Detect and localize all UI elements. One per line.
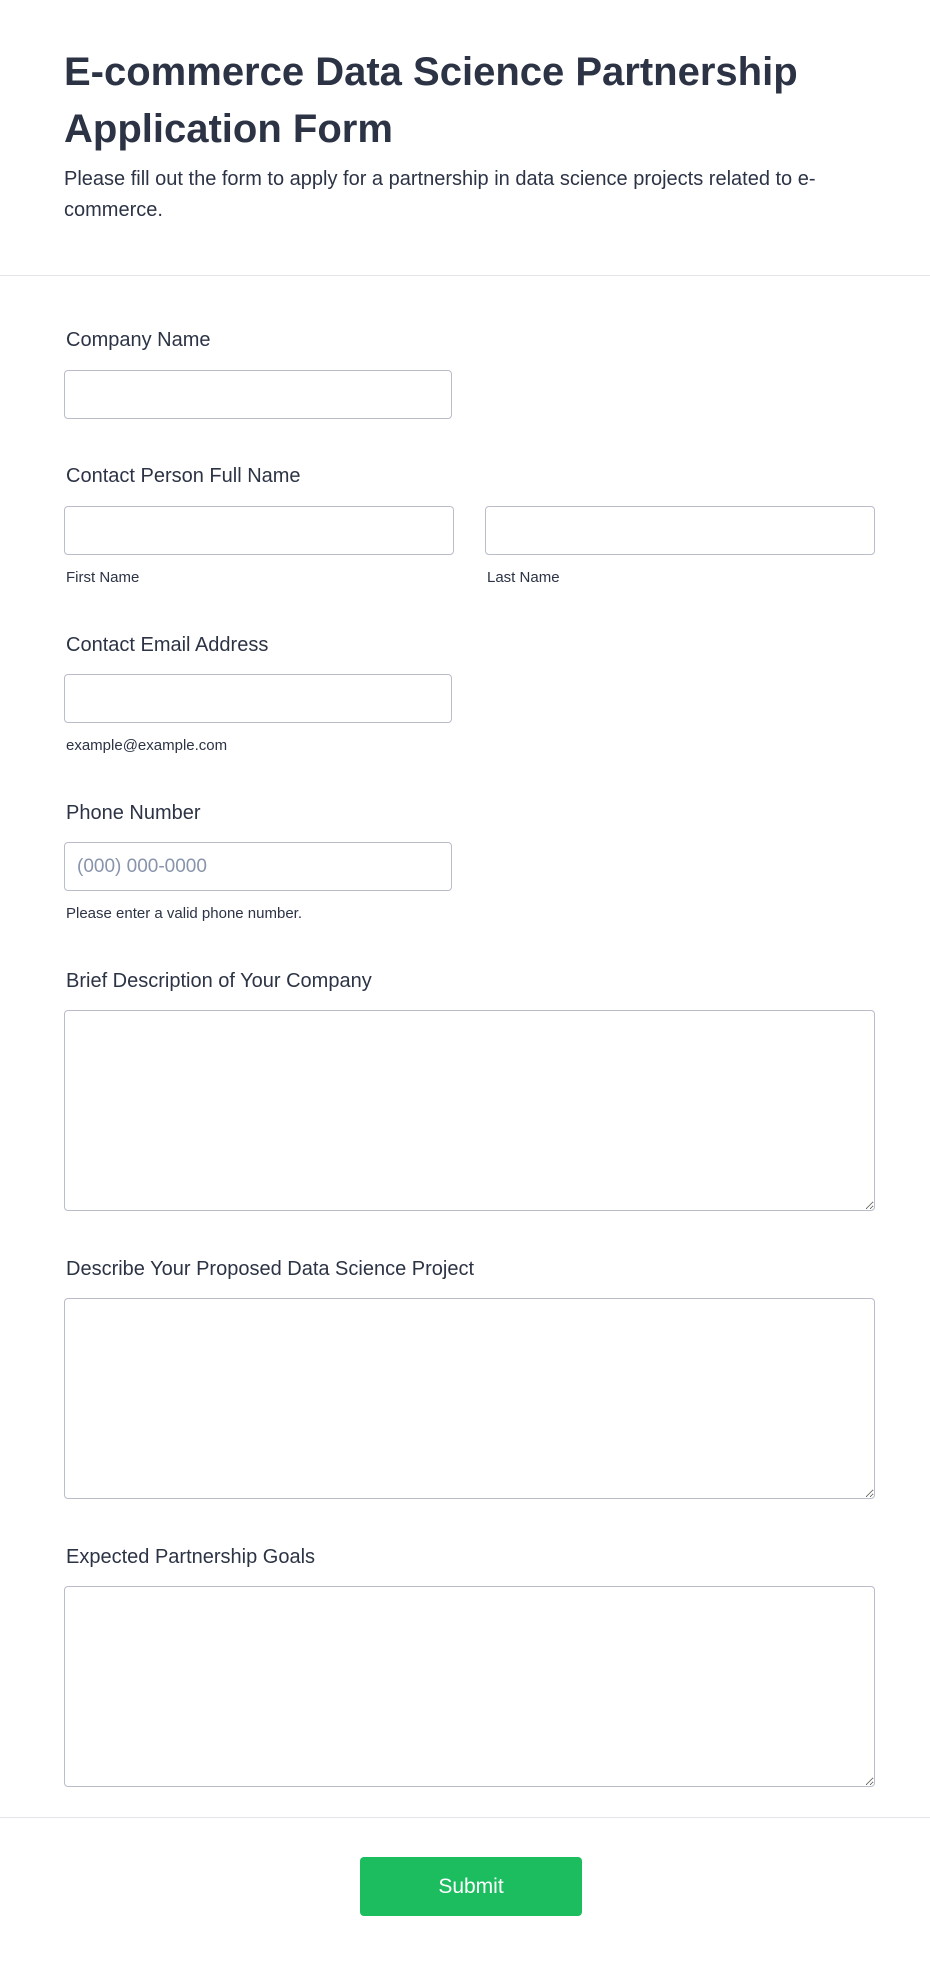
form-header xyxy=(0,0,930,276)
email-input[interactable] xyxy=(64,674,452,723)
company-description-textarea[interactable] xyxy=(64,1010,875,1211)
first-name-sublabel: First Name xyxy=(66,569,140,586)
company-name-label: Company Name xyxy=(66,329,211,351)
partnership-goals-textarea[interactable] xyxy=(64,1586,875,1787)
form-title: E-commerce Data Science Partnership Application Form xyxy=(64,50,798,151)
phone-input[interactable] xyxy=(64,842,452,891)
phone-label: Phone Number xyxy=(66,802,201,824)
submit-button[interactable]: Submit xyxy=(360,1857,582,1916)
phone-sublabel: Please enter a valid phone number. xyxy=(66,905,302,922)
contact-name-label: Contact Person Full Name xyxy=(66,465,301,487)
project-description-label: Describe Your Proposed Data Science Project xyxy=(66,1258,475,1280)
project-description-textarea[interactable] xyxy=(64,1298,875,1499)
last-name-input[interactable] xyxy=(485,506,875,555)
form-description: Please fill out the form to apply for a partnership in data science projects related to e-commerce. xyxy=(64,168,816,221)
company-description-label: Brief Description of Your Company xyxy=(66,970,372,992)
email-sublabel: example@example.com xyxy=(66,737,228,754)
email-label: Contact Email Address xyxy=(66,634,269,656)
last-name-sublabel: Last Name xyxy=(487,569,560,586)
company-name-input[interactable] xyxy=(64,370,452,419)
first-name-input[interactable] xyxy=(64,506,454,555)
footer-divider xyxy=(0,1817,930,1818)
partnership-goals-label: Expected Partnership Goals xyxy=(66,1546,316,1568)
